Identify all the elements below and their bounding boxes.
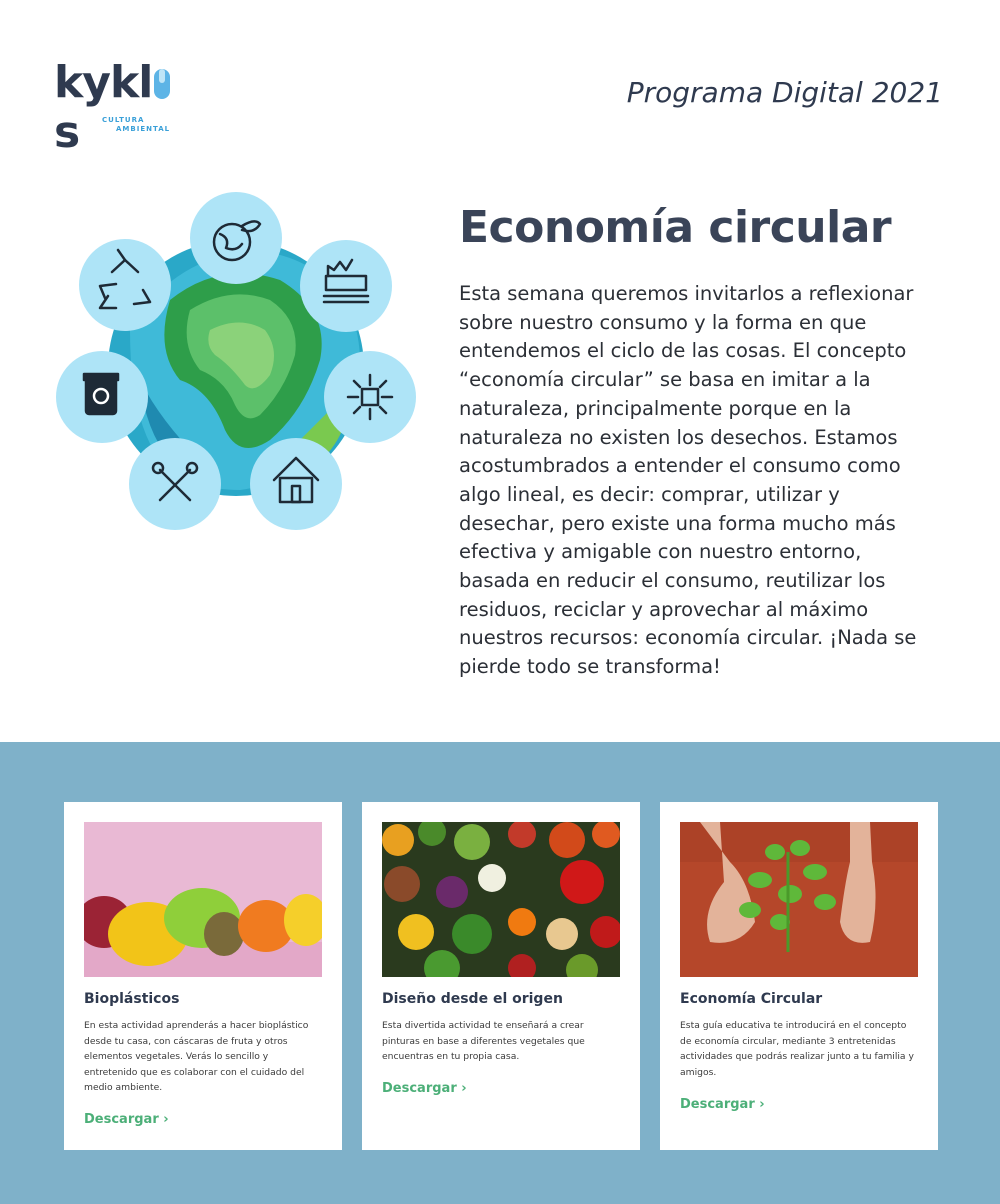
circular-economy-illustration bbox=[50, 190, 420, 535]
fruit-peels-photo bbox=[84, 822, 322, 977]
vegetables-photo bbox=[382, 822, 620, 977]
card-title: Bioplásticos bbox=[84, 991, 180, 1007]
section-title: Economía circular bbox=[459, 202, 892, 253]
logo-wordmark: kykls bbox=[54, 58, 194, 158]
activity-card-bioplasticos bbox=[64, 802, 342, 1150]
download-link[interactable]: Descargar › bbox=[680, 1097, 765, 1112]
logo-o-icon bbox=[152, 67, 172, 101]
card-title: Economía Circular bbox=[680, 991, 823, 1007]
card-description: Esta guía educativa te introducirá en el concepto de economía circular, mediante 3 entretenidas actividades que podrás realizar junto a tu familia y amigos. bbox=[680, 1020, 914, 1078]
card-title: Diseño desde el origen bbox=[382, 991, 563, 1007]
hands-plant-photo bbox=[680, 822, 918, 977]
kyklos-logo[interactable] bbox=[54, 57, 194, 158]
logo-subtitle-1: CULTURA bbox=[102, 116, 145, 124]
card-description: Esta divertida actividad te enseñará a crear pinturas en base a diferentes vegetales que encuentras en tu propia casa. bbox=[382, 1020, 585, 1062]
program-title: Programa Digital 2021 bbox=[626, 76, 943, 109]
activity-card-diseno bbox=[362, 802, 640, 1150]
section-description: Esta semana queremos invitarlos a reflexionar sobre nuestro consumo y la forma en que entendemos el ciclo de las cosas. El concepto “economía circular” se basa en imitar a la naturaleza, principalmente porque en la naturaleza no existen los desechos. Estamos acostumbrados a entender el consumo como algo lineal, es decir: comprar, utilizar y desechar, pero existe una forma mucho más efectiva y amigable con nuestro entorno, basada en reducir el consumo, reutilizar los residuos, reciclar y aprovechar al máximo nuestros recursos: economía circular. ¡Nada se pierde todo se transforma! bbox=[459, 282, 917, 679]
card-description: En esta actividad aprenderás a hacer bioplástico desde tu casa, con cáscaras de fruta y otros elementos vegetales. Verás lo sencillo y entretenido que es colaborar con el cuidado del medio ambiente. bbox=[84, 1020, 309, 1093]
logo-subtitle-2: AMBIENTAL bbox=[116, 125, 171, 133]
download-link[interactable]: Descargar › bbox=[382, 1081, 467, 1096]
recycling-bin-icon bbox=[84, 374, 118, 414]
download-link[interactable]: Descargar › bbox=[84, 1112, 169, 1127]
activity-card-economia bbox=[660, 802, 938, 1150]
header bbox=[0, 0, 1000, 160]
